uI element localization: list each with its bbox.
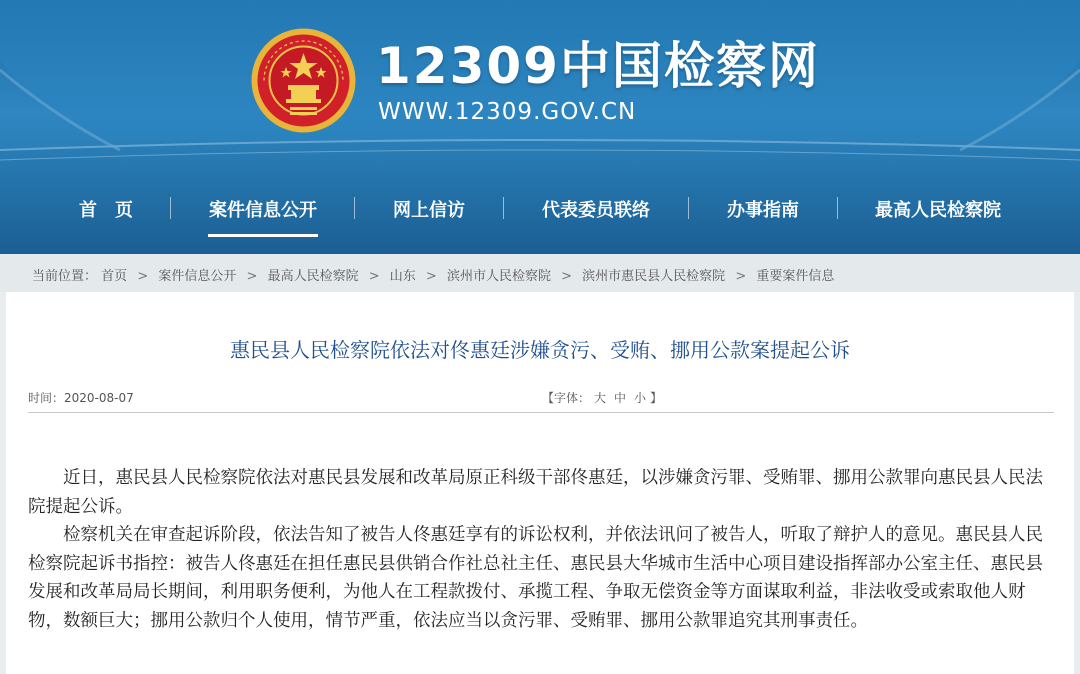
font-size-small-button[interactable]: 小 bbox=[634, 391, 647, 405]
breadcrumb-separator: > bbox=[425, 269, 437, 284]
breadcrumb-prefix: 当前位置： bbox=[32, 269, 98, 284]
breadcrumb-separator: > bbox=[368, 269, 380, 284]
article-title: 惠民县人民检察院依法对佟惠廷涉嫌贪污、受贿、挪用公款案提起公诉 bbox=[230, 338, 850, 362]
article-date: 时间：2020-08-07 bbox=[28, 391, 134, 405]
font-size-medium-button[interactable]: 中 bbox=[614, 391, 627, 405]
breadcrumb bbox=[0, 254, 1080, 292]
breadcrumb-item[interactable]: 案件信息公开 bbox=[158, 269, 237, 284]
breadcrumb-separator: > bbox=[561, 269, 573, 284]
breadcrumb-item[interactable]: 山东 bbox=[389, 269, 416, 284]
site-url[interactable]: WWW.12309.GOV.CN bbox=[378, 99, 637, 125]
nav-item-service-guide[interactable]: 办事指南 bbox=[727, 200, 799, 221]
nav-separator bbox=[170, 197, 171, 219]
nav-separator bbox=[503, 197, 504, 219]
site-title[interactable]: 12309中国检察网 bbox=[376, 37, 820, 95]
nav-item-deputy-liaison[interactable]: 代表委员联络 bbox=[542, 200, 650, 221]
font-size-large-button[interactable]: 大 bbox=[594, 391, 607, 405]
font-size-open: 【字体： bbox=[542, 391, 591, 405]
nav-item-supreme-procuratorate[interactable]: 最高人民检察院 bbox=[875, 200, 1001, 221]
nav-item-home[interactable]: 首 页 bbox=[79, 200, 133, 221]
procuratorate-emblem-icon[interactable] bbox=[250, 27, 357, 134]
site-header bbox=[0, 0, 1080, 254]
breadcrumb-item[interactable]: 重要案件信息 bbox=[756, 269, 835, 284]
nav-item-online-petition[interactable]: 网上信访 bbox=[393, 200, 465, 221]
article-body bbox=[28, 464, 1044, 635]
nav-separator bbox=[688, 197, 689, 219]
article-panel bbox=[6, 292, 1074, 674]
nav-item-case-info[interactable]: 案件信息公开 bbox=[208, 196, 318, 224]
breadcrumb-item[interactable]: 最高人民检察院 bbox=[267, 269, 359, 284]
font-size-close: 】 bbox=[650, 391, 663, 405]
nav-separator bbox=[354, 197, 355, 219]
breadcrumb-separator: > bbox=[735, 269, 747, 284]
breadcrumb-item[interactable]: 滨州市惠民县人民检察院 bbox=[582, 269, 726, 284]
article-paragraph: 检察机关在审查起诉阶段，依法告知了被告人佟惠廷享有的诉讼权利，并依法讯问了被告人，听取了辩护人的意见。惠民县人民检察院起诉书指控：被告人佟惠廷在担任惠民县供销合作社总社主任、惠民县大华城市生活中心项目建设指挥部办公室主任、惠民县发展和改革局局长期间，利用职务便利，为他人在工程款拨付、承揽工程、争取无偿资金等方面谋取利益，非法收受或索取他人财物，数额巨大；挪用公款归个人使用，情节严重，依法应当以贪污罪、受贿罪、挪用公款罪追究其刑事责任。 bbox=[28, 525, 1043, 631]
divider bbox=[28, 412, 1054, 413]
font-size-selector bbox=[542, 389, 662, 406]
breadcrumb-separator: > bbox=[246, 269, 258, 284]
nav-separator bbox=[837, 197, 838, 219]
breadcrumb-separator: > bbox=[137, 269, 149, 284]
breadcrumb-item[interactable]: 首页 bbox=[101, 269, 128, 284]
breadcrumb-item[interactable]: 滨州市人民检察院 bbox=[446, 269, 551, 284]
article-meta bbox=[28, 389, 1054, 413]
article-paragraph: 近日，惠民县人民检察院依法对惠民县发展和改革局原正科级干部佟惠廷，以涉嫌贪污罪、受贿罪、挪用公款罪向惠民县人民法院提起公诉。 bbox=[28, 468, 1043, 517]
main-nav bbox=[0, 180, 1080, 240]
